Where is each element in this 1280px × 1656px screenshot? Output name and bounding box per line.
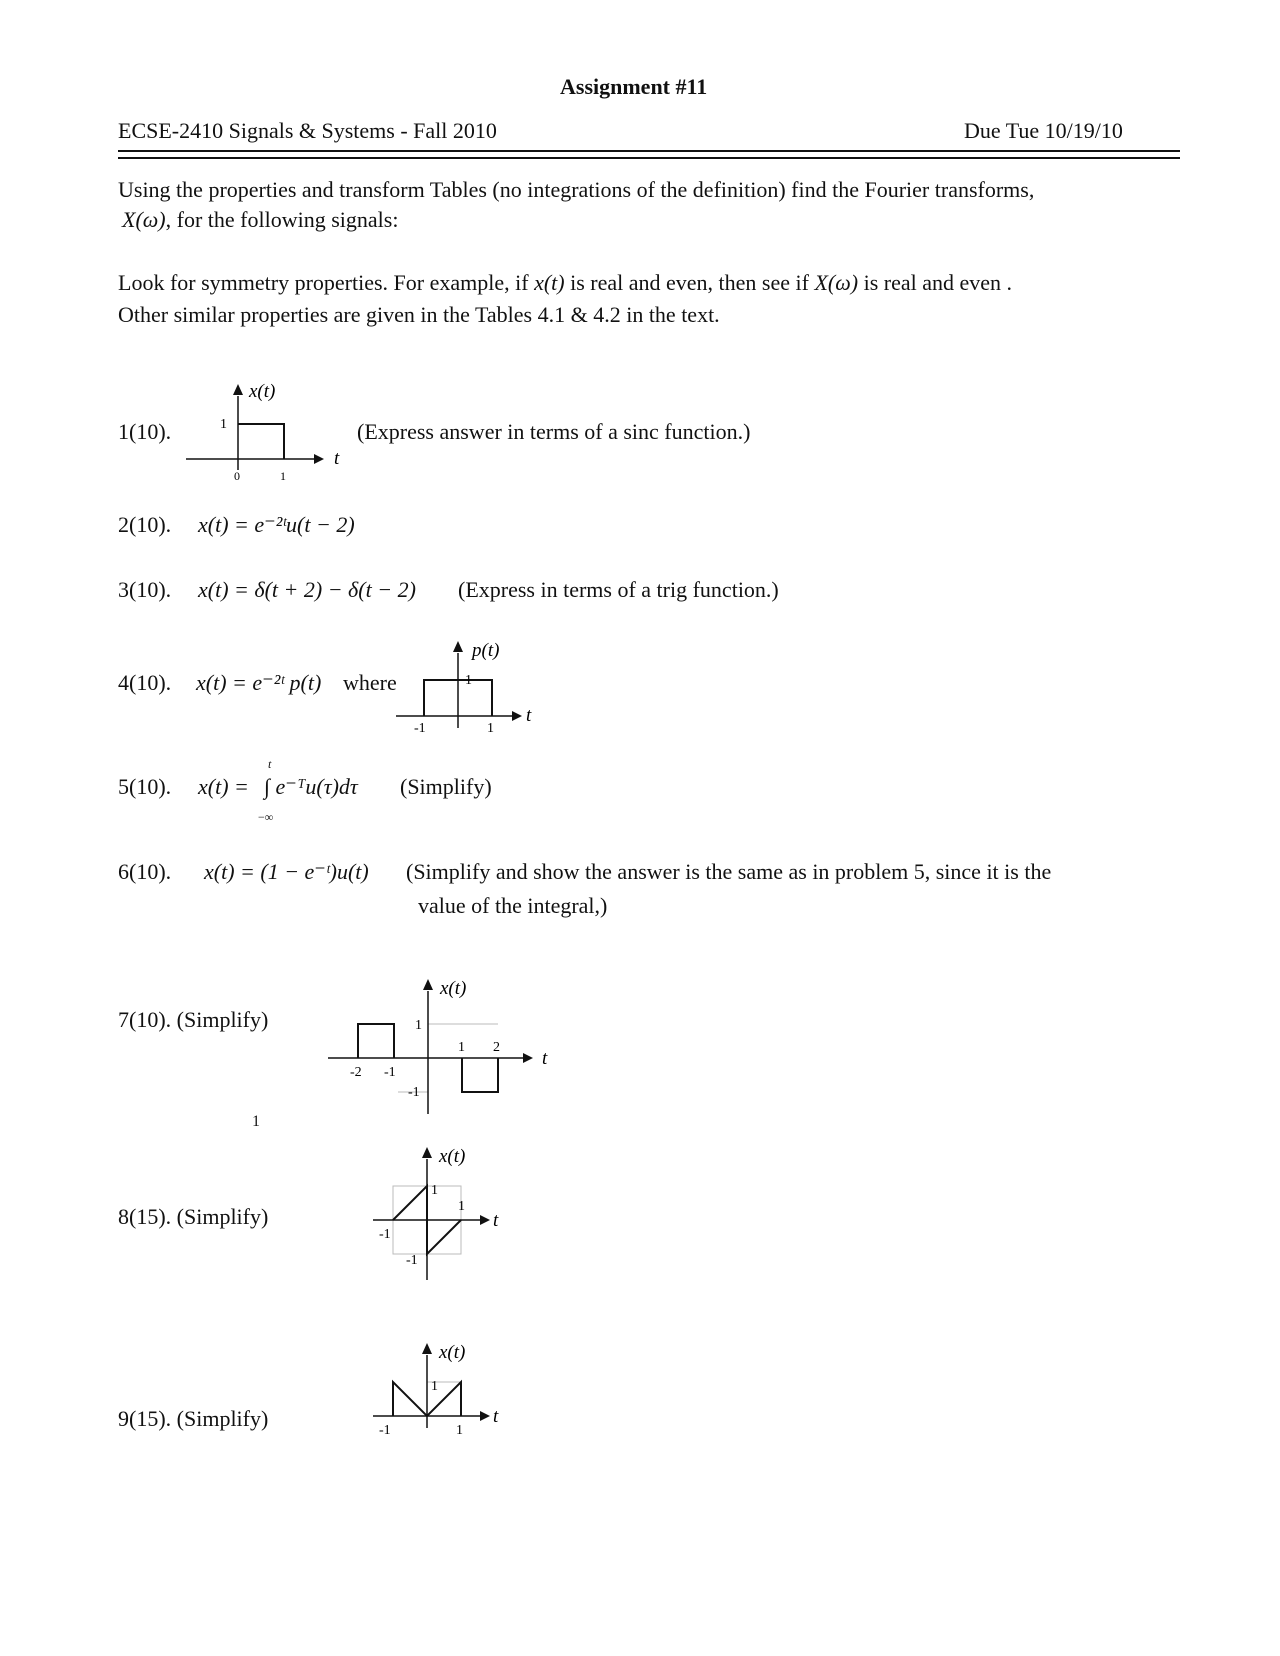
header-rule-top: [118, 150, 1180, 152]
g7-yneg: -1: [408, 1085, 420, 1100]
g4-tick-pos: 1: [487, 721, 494, 736]
g7-ypos: 1: [415, 1018, 422, 1033]
g1-xlabel: t: [334, 448, 340, 469]
g7-ylabel: x(t): [440, 978, 467, 999]
g1-level: 1: [220, 417, 227, 432]
g9-ypos: 1: [431, 1379, 438, 1394]
symmetry-text-b: is real and even, then see if: [564, 270, 815, 295]
symmetry-text-a: Look for symmetry properties. For example, if: [118, 270, 535, 295]
g1-ylabel: x(t): [249, 381, 276, 402]
g7-tick-pos1: 1: [458, 1040, 465, 1055]
g8-ylabel: x(t): [439, 1146, 466, 1167]
problem-5-lhs: x(t) =: [198, 774, 249, 799]
g9-xneg: -1: [379, 1423, 391, 1438]
problem-4-label: 4(10).: [118, 670, 172, 695]
stray-number: 1: [252, 1113, 260, 1130]
header-rule-bottom: [118, 157, 1180, 159]
g4-tick-neg: -1: [414, 721, 426, 736]
problem-8-label: 8(15). (Simplify): [118, 1204, 269, 1229]
problem-6-note-1: (Simplify and show the answer is the same as in problem 5, since it is the: [406, 859, 1052, 884]
g1-tick-0: 0: [234, 469, 240, 482]
problem-1-note: (Express answer in terms of a sinc function.): [357, 419, 751, 444]
problem-9-label: 9(15). (Simplify): [118, 1406, 269, 1431]
g7-tick-neg1: -1: [384, 1065, 396, 1080]
g8-xlabel: t: [493, 1210, 499, 1231]
problem-5-upper-limit: t: [268, 757, 272, 771]
due-date: Due Tue 10/19/10: [964, 118, 1123, 143]
problem-5-integral: ∫ e⁻ᵀu(τ)dτ: [264, 774, 358, 799]
problem-1-graph: [186, 378, 346, 482]
problem-4-expr: x(t) = e⁻²ᵗ p(t): [196, 670, 322, 695]
problem-5-label: 5(10).: [118, 774, 172, 799]
problem-3-expr: x(t) = δ(t + 2) − δ(t − 2): [198, 577, 416, 602]
problem-7-graph: [328, 974, 568, 1124]
problem-4-graph: [396, 636, 546, 736]
g8-yneg: -1: [406, 1253, 418, 1268]
intro-line-2: [122, 205, 398, 235]
g4-level: 1: [465, 673, 472, 688]
problem-3-note: (Express in terms of a trig function.): [458, 577, 779, 602]
g9-xpos: 1: [456, 1423, 463, 1438]
symmetry-x-t: x(t): [534, 270, 565, 295]
g8-ypos: 1: [431, 1183, 438, 1198]
symmetry-text-c: is real and even .: [858, 270, 1013, 295]
g1-tick-1: 1: [280, 469, 286, 482]
g9-xlabel: t: [493, 1406, 499, 1427]
problem-9-graph: [355, 1338, 525, 1448]
g8-xpos: 1: [458, 1199, 465, 1214]
g7-tick-pos2: 2: [493, 1040, 500, 1055]
problem-3-label: 3(10).: [118, 577, 172, 602]
g7-tick-neg2: -2: [350, 1065, 362, 1080]
symmetry-line-2: Other similar properties are given in the Tables 4.1 & 4.2 in the text.: [118, 302, 720, 327]
intro-line-1: Using the properties and transform Tables (no integrations of the definition) find the Fourier transforms,: [118, 177, 1035, 202]
problem-8-graph: [355, 1142, 525, 1292]
problem-5-lower-limit: −∞: [258, 810, 274, 824]
g8-xneg: -1: [379, 1227, 391, 1242]
symmetry-X-omega: X(ω): [814, 270, 859, 295]
problem-7-label: 7(10). (Simplify): [118, 1007, 269, 1032]
problem-6-note-2: value of the integral,): [418, 893, 608, 918]
intro-line-2-text: , for the following signals:: [165, 207, 399, 232]
course-name: ECSE-2410 Signals & Systems - Fall 2010: [118, 118, 497, 143]
g9-ylabel: x(t): [439, 1342, 466, 1363]
symmetry-line-1: [118, 268, 1012, 298]
problem-2-expr: x(t) = e⁻²ᵗu(t − 2): [198, 512, 355, 537]
intro-X-omega: X(ω): [122, 207, 166, 232]
g7-xlabel: t: [542, 1048, 548, 1069]
problem-2-label: 2(10).: [118, 512, 172, 537]
g4-xlabel: t: [526, 705, 532, 726]
problem-4-where: where: [343, 670, 397, 695]
problem-5-note: (Simplify): [400, 774, 492, 799]
problem-6-label: 6(10).: [118, 859, 172, 884]
g4-ylabel: p(t): [472, 640, 500, 661]
page-title: Assignment #11: [560, 74, 708, 99]
problem-6-expr: x(t) = (1 − e⁻ᵗ)u(t): [204, 859, 369, 884]
problem-1-label: 1(10).: [118, 419, 172, 444]
